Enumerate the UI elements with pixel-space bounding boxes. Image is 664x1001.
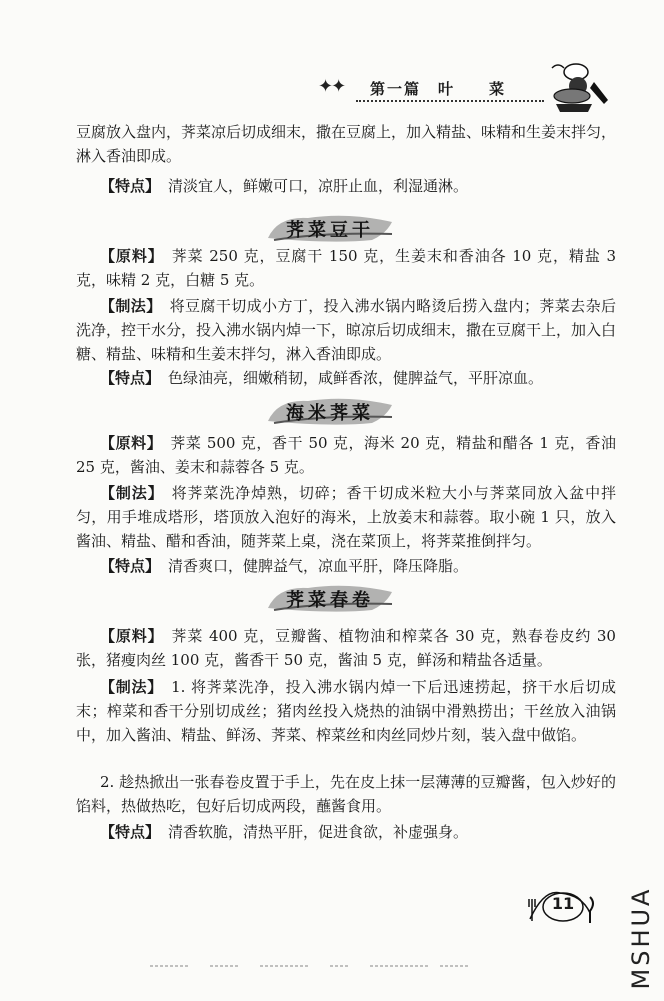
chapter-title: 第一篇 叶 菜 — [370, 80, 507, 98]
method-text: 将荠菜洗净焯熟，切碎；香干切成米粒大小与荠菜同放入盆中拌匀，用手堆成塔形，塔顶放入泡好的海米，上放姜末和蒜蓉。取小碗 1 只，放入酱油、精盐、醋和香油，随荠菜上桌，浇在菜顶上，将荠菜推倒拌匀。 — [76, 484, 616, 550]
intro-text: 豆腐放入盘内，荠菜凉后切成细末，撒在豆腐上，加入精盐、味精和生姜末拌匀，淋入香油即成。 — [76, 123, 617, 165]
header-dotted-line — [356, 100, 544, 102]
watermark — [621, 880, 661, 998]
method-tag: 【制法】 — [100, 678, 164, 696]
intro-feature — [76, 174, 616, 198]
method-tag: 【制法】 — [100, 484, 164, 502]
page-header — [318, 70, 618, 110]
recipe-title-banner — [260, 210, 400, 246]
ingredients-tag: 【原料】 — [100, 247, 164, 265]
feature-tag: 【特点】 — [100, 369, 161, 387]
recipe-title: 荠菜春卷 — [286, 590, 374, 611]
intro-paragraph — [76, 120, 616, 168]
recipe-feature — [76, 366, 616, 390]
recipe-ingredients — [76, 624, 616, 672]
recipe-method — [76, 294, 616, 366]
recipe-ingredients — [76, 244, 616, 292]
method-text: 1. 将荠菜洗净，投入沸水锅内焯一下后迅速捞起，挤干水后切成末；榨菜和香干分别切成丝；猪肉丝投入烧热的油锅中滑熟捞出；干丝放入油锅中，加入酱油、精盐、鲜汤、荠菜、榨菜丝和肉丝同炒片刻，装入盘中做馅。 — [76, 678, 616, 744]
recipe-title-banner — [260, 393, 400, 429]
feature-text: 清淡宜人，鲜嫩可口，凉肝止血，利湿通淋。 — [168, 177, 469, 195]
feature-text: 色绿油亮，细嫩稍韧，咸鲜香浓，健脾益气，平肝凉血。 — [168, 369, 544, 387]
feature-tag: 【特点】 — [100, 177, 161, 195]
ingredients-text: 荠菜 500 克，香干 50 克，海米 20 克，精盐和醋各 1 克，香油 25 克，酱油、姜末和蒜蓉各 5 克。 — [76, 434, 616, 476]
chef-cooking-icon — [546, 62, 612, 114]
recipe-feature — [76, 820, 616, 844]
ingredients-text: 荠菜 250 克，豆腐干 150 克，生姜末和香油各 10 克，精盐 3 克，味精 2 克，白糖 5 克。 — [76, 247, 616, 289]
method-text: 将豆腐干切成小方丁，投入沸水锅内略烫后捞入盘内；荠菜去杂后洗净，控干水分，投入沸水锅内焯一下，晾凉后切成细末，撒在豆腐干上，加入白糖、精盐、味精和生姜末拌匀，淋入香油即成。 — [76, 297, 617, 363]
recipe-ingredients — [76, 431, 616, 479]
recipe-method-step2 — [76, 770, 616, 818]
ingredients-text: 荠菜 400 克，豆瓣酱、植物油和榨菜各 30 克，熟春卷皮约 30 张，猪瘦肉丝 100 克，酱香干 50 克，酱油 5 克，鲜汤和精盐各适量。 — [76, 627, 616, 669]
ingredients-tag: 【原料】 — [100, 434, 163, 452]
recipe-method — [76, 481, 616, 553]
ingredients-tag: 【原料】 — [100, 627, 164, 645]
recipe-title: 荠菜豆干 — [286, 220, 374, 241]
feature-text: 清香软脆，清热平肝，促进食欲，补虚强身。 — [168, 823, 469, 841]
feature-tag: 【特点】 — [100, 557, 161, 575]
recipe-method — [76, 675, 616, 747]
watermark-text: MSHUA — [627, 886, 655, 990]
method-tag: 【制法】 — [100, 297, 162, 315]
page-number-badge — [524, 885, 600, 925]
feature-tag: 【特点】 — [100, 823, 161, 841]
sparkle-icon: ✦✦ — [318, 76, 345, 97]
page-number: 11 — [551, 894, 575, 913]
feature-text: 清香爽口，健脾益气，凉血平肝，降压降脂。 — [168, 557, 469, 575]
scan-noise-mark — [150, 962, 470, 970]
recipe-title-banner — [260, 580, 400, 616]
recipe-title: 海米荠菜 — [286, 403, 374, 424]
recipe-feature — [76, 554, 616, 578]
method-step2-text: 2. 趁热掀出一张春卷皮置于手上，先在皮上抹一层薄薄的豆瓣酱，包入炒好的馅料，热做热吃，包好后切成两段，蘸酱食用。 — [76, 773, 616, 815]
